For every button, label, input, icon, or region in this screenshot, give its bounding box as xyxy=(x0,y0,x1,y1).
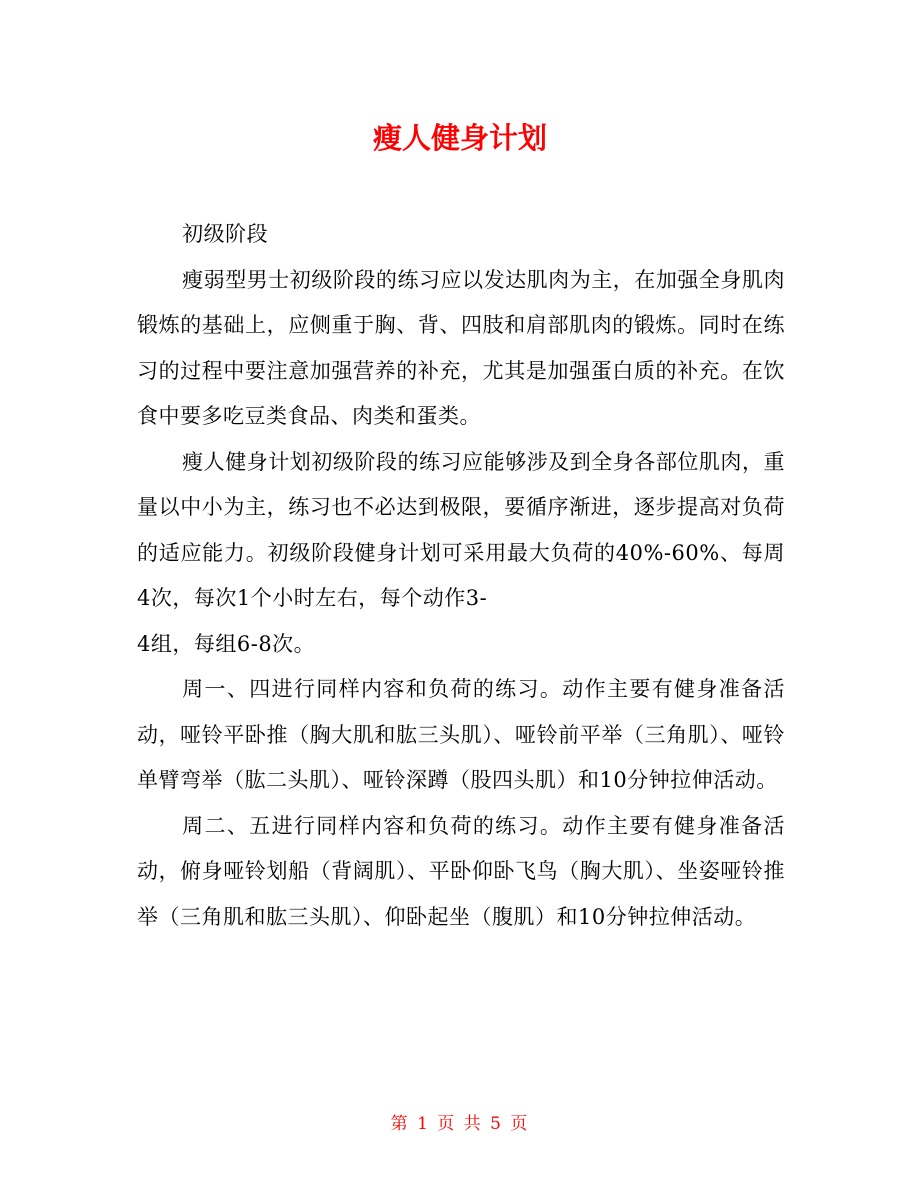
paragraph: 周一、四进行同样内容和负荷的练习。动作主要有健身准备活动，哑铃平卧推（胸大肌和肱三头肌）、哑铃前平举（三角肌）、哑铃单臂弯举（肱二头肌）、哑铃深蹲（股四头肌）和10分钟拉伸活动。 xyxy=(137,677,785,792)
paragraph: 瘦弱型男士初级阶段的练习应以发达肌肉为主，在加强全身肌肉锻炼的基础上，应侧重于胸、背、四肢和肩部肌肉的锻炼。同时在练习的过程中要注意加强营养的补充，尤其是加强蛋白质的补充。在饮食中要多吃豆类食品、肉类和蛋类。 xyxy=(137,267,785,428)
page-footer: 第 1 页 共 5 页 xyxy=(390,1114,530,1134)
paragraph: 周二、五进行同样内容和负荷的练习。动作主要有健身准备活动，俯身哑铃划船（背阔肌）、平卧仰卧飞鸟（胸大肌）、坐姿哑铃推举（三角肌和肱三头肌）、仰卧起坐（腹肌）和10分钟拉伸活动。 xyxy=(137,813,785,929)
paragraph-continuation: 4组，每组6-8次。 xyxy=(137,631,316,656)
document-title: 瘦人健身计划 xyxy=(372,121,547,155)
document-body xyxy=(137,212,785,940)
paragraph: 瘦人健身计划初级阶段的练习应能够涉及到全身各部位肌肉，重量以中小为主，练习也不必达到极限，要循序渐进，逐步提高对负荷的适应能力。初级阶段健身计划可采用最大负荷的40%-60%、每周4次，每次1个小时左右，每个动作3- xyxy=(137,449,785,610)
section-heading: 初级阶段 xyxy=(182,222,269,246)
